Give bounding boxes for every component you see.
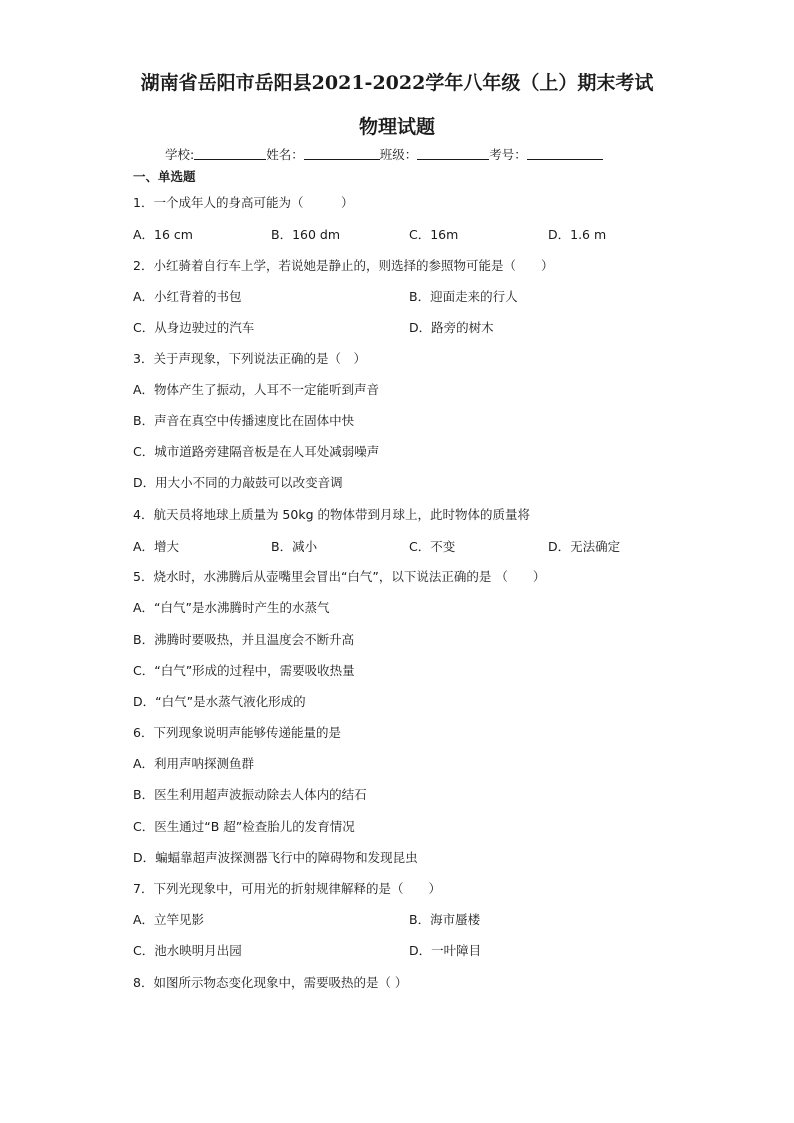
option-c: C．医生通过“B 超”检查胎儿的发育情况	[133, 819, 355, 834]
option-c: C．城市道路旁建隔音板是在人耳处减弱噪声	[133, 444, 380, 459]
option-b: B．沸腾时要吸热，并且温度会不断升高	[133, 632, 355, 647]
option-a: A．利用声呐探测鱼群	[133, 756, 255, 771]
option-b: B．减小	[271, 539, 318, 554]
name-blank	[304, 147, 380, 160]
option-c: C．16m	[409, 227, 459, 242]
exam-title: 湖南省岳阳市岳阳县2021-2022学年八年级（上）期末考试	[140, 72, 654, 94]
option-a: A．“白气”是水沸腾时产生的水蒸气	[133, 600, 330, 615]
question-stem: 5．烧水时，水沸腾后从壶嘴里会冒出“白气”，以下说法正确的是 （ ）	[133, 569, 546, 584]
question-stem: 1．一个成年人的身高可能为（ ）	[133, 195, 354, 210]
option-b: B．医生利用超声波振动除去人体内的结石	[133, 787, 367, 802]
option-c: C．从身边驶过的汽车	[133, 320, 255, 335]
option-a: A．物体产生了振动，人耳不一定能听到声音	[133, 382, 380, 397]
option-b: B．海市蜃楼	[409, 912, 481, 927]
school-label: 学校:	[165, 147, 195, 162]
question-stem: 8．如图所示物态变化现象中，需要吸热的是（ ）	[133, 975, 408, 990]
option-a: A．16 cm	[133, 227, 193, 242]
option-a: A．立竿见影	[133, 912, 205, 927]
option-c: C．“白气”形成的过程中，需要吸收热量	[133, 663, 355, 678]
question-stem: 7．下列光现象中，可用光的折射规律解释的是（ ）	[133, 881, 441, 896]
option-d: D．无法确定	[548, 539, 621, 554]
school-blank	[194, 147, 266, 160]
section-heading: 一、单选题	[133, 169, 196, 184]
question-stem: 2．小红骑着自行车上学，若说她是静止的，则选择的参照物可能是（ ）	[133, 258, 554, 273]
name-label: 姓名：	[266, 147, 304, 162]
option-d: D．一叶障目	[409, 943, 482, 958]
option-d: D．蝙蝠靠超声波探测器飞行中的障碍物和发现昆虫	[133, 850, 418, 865]
question-stem: 6．下列现象说明声能够传递能量的是	[133, 725, 341, 740]
class-label: 班级：	[379, 147, 418, 162]
student-info-line	[165, 145, 603, 163]
exam-subtitle: 物理试题	[358, 116, 435, 138]
option-b: B．160 dm	[271, 227, 341, 242]
class-blank	[417, 147, 489, 160]
option-c: C．池水映明月出园	[133, 943, 242, 958]
option-d: D．用大小不同的力敲鼓可以改变音调	[133, 475, 343, 490]
number-blank	[527, 147, 603, 160]
option-c: C．不变	[409, 539, 456, 554]
option-a: A．小红背着的书包	[133, 289, 242, 304]
question-stem: 4．航天员将地球上质量为 50kg 的物体带到月球上，此时物体的质量将	[133, 507, 530, 522]
option-d: D．“白气”是水蒸气液化形成的	[133, 694, 306, 709]
question-stem: 3．关于声现象，下列说法正确的是（ ）	[133, 351, 366, 366]
number-label: 考号：	[489, 147, 527, 162]
option-a: A．增大	[133, 539, 180, 554]
option-b: B．迎面走来的行人	[409, 289, 518, 304]
option-b: B．声音在真空中传播速度比在固体中快	[133, 413, 355, 428]
option-d: D．路旁的树木	[409, 320, 494, 335]
option-d: D．1.6 m	[548, 227, 607, 242]
